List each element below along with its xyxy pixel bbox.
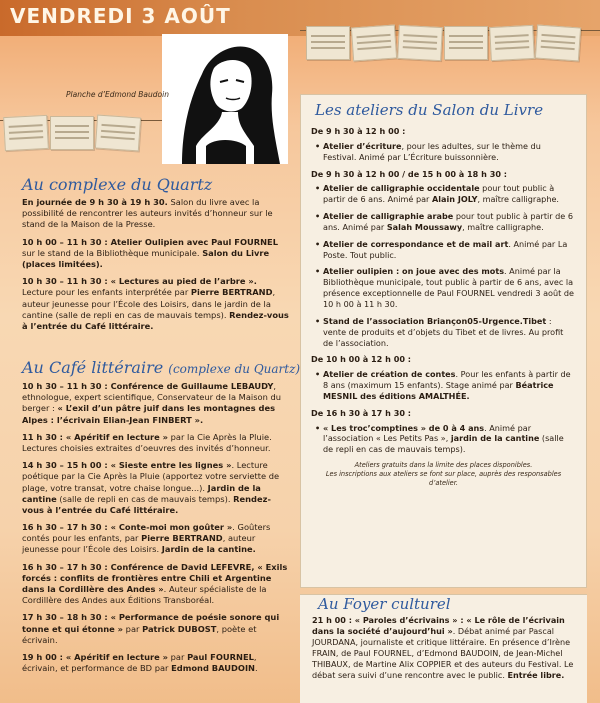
cafe-item: 19 h 00 : « Apéritif en lecture » par Paul FOURNEL, écrivain, et performance de BD par Edmond BAUDOIN. (22, 651, 258, 674)
atelier-item: • Atelier oulipien : on joue avec des mots. Animé par la Bibliothèque municipale, tout public à partir de 6 ans, avec la présence exceptionnelle de Paul FOURNEL vendredi 3 août de 10 h 00 à 11 h 30. (323, 266, 576, 309)
atelier-item: • Atelier de correspondance et de mail art. Animé par La Poste. Tout public. (323, 239, 576, 261)
section-title-cafe: Au Café littéraire (complexe du Quartz) (22, 358, 301, 377)
section-title-ateliers: Les ateliers du Salon du Livre (315, 101, 544, 119)
cafe-item: 17 h 30 – 18 h 30 : « Performance de poésie sonore qui tonne et qui étonne » par Patrick DUBOST, poète et écrivain. (22, 612, 280, 645)
quartz-item: 10 h 00 – 11 h 30 : Atelier Oulipien avec Paul FOURNEL sur le stand de la Bibliothèque municipale. Salon du Livre (places limitées). (22, 236, 279, 269)
cafe-item: 11 h 30 : « Apéritif en lecture » par la Cie Après la Pluie. Lectures choisies extraites d’oeuvres des invités d’honneur. (22, 431, 272, 453)
ateliers-panel (300, 94, 587, 588)
atelier-item: • Atelier de calligraphie occidentale pour tout public à partir de 6 ans. Animé par Alain JOLY, maître calligraphe. (323, 183, 576, 205)
ateliers-note: Ateliers gratuits dans la limite des places disponibles. Les inscriptions aux ateliers se font sur place, auprès des responsables d’atelier. (325, 461, 562, 487)
section-title-foyer: Au Foyer culturel (318, 595, 451, 613)
cafe-item: 16 h 30 – 17 h 30 : « Conte-moi mon goûter ». Goûters contés pour les enfants, par Pierre BERTRAND, auteur jeunesse pour l’École des Loisirs. Jardin de la cantine. (22, 522, 271, 555)
image-caption: Planche d’Edmond Baudoin (66, 90, 169, 99)
atelier-item: • « Les troc’comptines » de 0 à 4 ans. Animé par l’association « Les Petits Pas », jardin de la cantine (salle de repli en cas de mauvais temps). (323, 423, 576, 456)
hanging-papers-top (300, 20, 600, 64)
foyer-panel (300, 594, 587, 703)
time-slot: De 16 h 30 à 17 h 30 : (311, 407, 412, 418)
atelier-item: • Atelier d’écriture, pour les adultes, sur le thème du Festival. Animé par L’Écriture buissonnière. (323, 141, 576, 163)
portrait-drawing (162, 34, 288, 164)
atelier-list (311, 423, 576, 456)
cafe-item: 14 h 30 – 15 h 00 : « Sieste entre les lignes ». Lecture poétique par la Cie Après la Pluie (apportez votre serviette de plage, votre transat, votre chaise longue...). Jardin de la cantine (salle de repli en cas de mauvais temps). Rendez-vous à l’entrée du Café littéraire. (22, 460, 280, 515)
quartz-item: 10 h 30 – 11 h 30 : « Lectures au pied de l’arbre ». Lecture pour les enfants interprétée par Pierre BERTRAND, auteur jeunesse pour l’École des Loisirs, dans le jardin de la cantine (salle de repli en cas de mauvais temps). Rendez-vous à l’entrée du Café littéraire. (22, 276, 289, 331)
atelier-item: • Atelier de création de contes. Pour les enfants à partir de 8 ans (maximum 15 enfants). Stage animé par Béatrice MESNIL des éditions AMALTHÉE. (323, 369, 576, 402)
foyer-body: 21 h 00 : « Paroles d’écrivains » : « Le rôle de l’écrivain dans la société d’aujourd’hui ». Débat animé par Pascal JOURDANA, journaliste et critique littéraire. En présence d’Irène FRAIN, de Paul FOURNEL, d’Edmond BAUDOIN, de Jean-Michel THIBAUX, de Martine Alix COPPIER et des auteurs du Festival. Le débat sera suivi d’une rencontre avec le public. Entrée libre. (312, 615, 574, 680)
cafe-item: 10 h 30 – 11 h 30 : Conférence de Guillaume LEBAUDY, ethnologue, expert scientifique, Conservateur de la Maison du berger : « L’exil d’un pâtre juif dans les montagnes des Alpes : l’écrivain Elian-Jean FINBERT ». (22, 381, 282, 425)
quartz-body (22, 197, 290, 338)
section-title-quartz: Au complexe du Quartz (22, 175, 213, 194)
atelier-item: • Atelier de calligraphie arabe pour tout public à partir de 6 ans. Animé par Salah Moussawy, maître calligraphe. (323, 211, 576, 233)
portrait-illustration (162, 34, 288, 164)
day-title: VENDREDI 3 AOÛT (10, 4, 231, 28)
atelier-list (311, 183, 576, 348)
cafe-body (22, 381, 290, 680)
time-slot: De 9 h 30 à 12 h 00 : (311, 126, 406, 136)
time-slot: De 10 h 00 à 12 h 00 : (311, 354, 412, 365)
ateliers-body (311, 123, 576, 488)
time-slot: De 9 h 30 à 12 h 00 / de 15 h 00 à 18 h 30 : (311, 168, 508, 179)
atelier-list (311, 141, 576, 163)
hanging-papers-left (0, 110, 165, 154)
cafe-item: 16 h 30 – 17 h 30 : Conférence de David LEFEVRE, « Exils forcés : conflits de frontières entre Chili et Argentine dans la Cordillère des Andes ». Auteur spécialiste de la Cordillère des Andes aux Éditions Transboréal. (22, 561, 288, 606)
quartz-item: En journée de 9 h 30 à 19 h 30. Salon du livre avec la possibilité de rencontrer les auteurs invités d’honneur sur le stand de la Maison de la Presse. (22, 197, 273, 230)
atelier-item: • Stand de l’association Briançon05-Urgence.Tibet : vente de produits et d’objets du Tibet et de livres. Au profit de l’association. (323, 316, 576, 349)
atelier-list (311, 369, 576, 402)
